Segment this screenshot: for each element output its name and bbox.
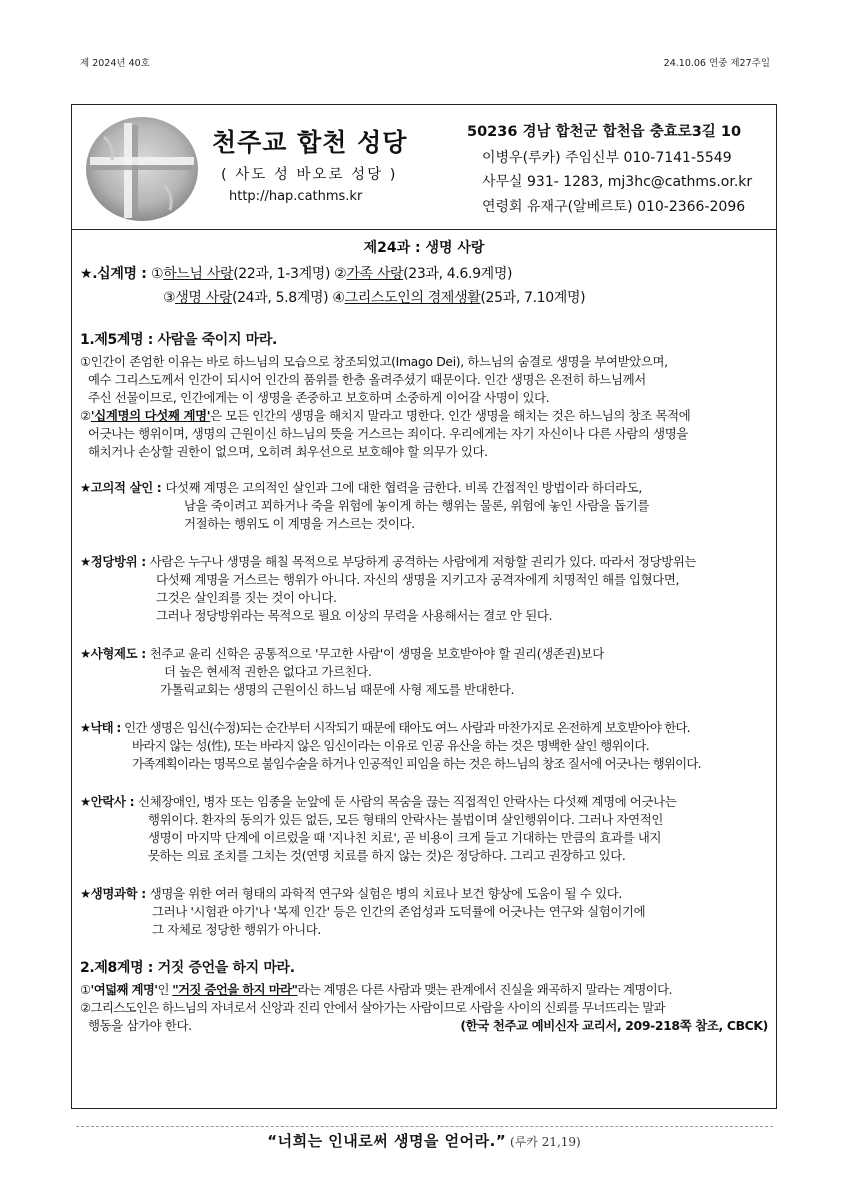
parish-url[interactable]: http://hap.cathms.kr [229, 189, 363, 204]
commandments-line-2: ③생명 사랑(24과, 5.8계명) ④그리스도인의 경제생활(25과, 7.10계명) [163, 290, 586, 306]
murder-line-1: ★고의적 살인 : 다섯째 계명은 고의적인 살인과 그에 대한 협력을 금한다. 비록 간접적인 방법이라 하더라도, [80, 480, 642, 495]
commandments-label: ★.십계명 : [80, 266, 151, 282]
death-penalty-label: ★사형제도 : [80, 646, 150, 661]
death-penalty-line-2: 더 높은 현세적 권한은 없다고 가르친다. [164, 664, 372, 679]
sec1-p2-line-2: 어긋나는 행위이며, 생명의 근원이신 하느님의 뜻을 거스르는 죄이다. 우리에게는 자기 자신이나 다른 사람의 생명을 [88, 426, 688, 441]
sec2-p2-line-2: 행동을 삼가야 한다. [88, 1018, 192, 1033]
abortion-line-2: 바라지 않는 성(性), 또는 바라지 않은 임신이라는 이유로 인공 유산을 하는 것은 명백한 살인 행위이다. [132, 738, 650, 753]
euthanasia-line-4: 못하는 의료 조치를 그치는 것(연명 치료를 하지 않는 것)은 정당하다. 그리고 권장하고 있다. [148, 848, 626, 863]
sec2-p1-line-1: ①'여덟째 계명'인 "거짓 증언을 하지 마라"라는 계명은 다른 사람과 맺는 관계에서 진실을 왜곡하지 말라는 계명이다. [80, 982, 672, 997]
life-science-line-3: 그 자체로 정당한 행위가 아니다. [152, 922, 321, 937]
abortion-label: ★낙태 : [80, 720, 125, 735]
link-love-of-god: 하느님 사랑 [163, 266, 234, 282]
header-divider [72, 229, 776, 230]
footer-quote: “너희는 인내로써 생명을 얻어라.” [267, 1132, 507, 1150]
life-science-line-2: 그러나 '시험관 아기'나 '복제 인간' 등은 인간의 존엄성과 도덕률에 어긋나는 연구와 실험이기에 [152, 904, 646, 919]
life-science-line-1: ★생명과학 : 생명을 위한 여러 형태의 과학적 연구와 실험은 병의 치료나 보건 향상에 도움이 될 수 있다. [80, 886, 622, 901]
defense-line-2: 다섯째 계명을 거스르는 행위가 아니다. 자신의 생명을 지키고자 공격자에게 치명적인 해를 입혔다면, [156, 572, 680, 587]
murder-line-2: 남을 죽이려고 꾀하거나 죽을 위험에 놓이게 하는 행위는 물론, 위험에 놓인 사람을 돕기를 [184, 498, 649, 513]
sec1-p2-line-1: ②'십계명의 다섯째 계명'은 모든 인간의 생명을 해치지 말라고 명한다. 인간 생명을 해치는 것은 하느님의 창조 목적에 [80, 408, 691, 423]
defense-line-3: 그것은 살인죄를 짓는 것이 아니다. [156, 590, 337, 605]
death-penalty-line-1: ★사형제도 : 천주교 윤리 신학은 공통적으로 '무고한 사람'이 생명을 보호받아야 할 권리(생존권)보다 [80, 646, 604, 661]
death-penalty-line-3: 가톨릭교회는 생명의 근원이신 하느님 때문에 사형 제도를 반대한다. [160, 682, 515, 697]
link-family-love: 가족 사랑 [346, 266, 404, 282]
euthanasia-label: ★안락사 : [80, 794, 139, 809]
sec1-p2-line-3: 해치거나 손상할 권한이 없으며, 오히려 최우선으로 보호해야 할 의무가 있다. [88, 444, 488, 459]
footer-divider [76, 1126, 773, 1127]
defense-line-4: 그러나 정당방위라는 목적으로 필요 이상의 무력을 사용해서는 결코 안 된다. [156, 608, 553, 623]
section-1-heading: 1.제5계명 : 사람을 죽이지 마라. [80, 332, 277, 348]
bulletin-header [72, 105, 776, 235]
source-citation: (한국 천주교 예비신자 교리서, 209-218쪽 참조, CBCK) [460, 1018, 768, 1033]
euthanasia-line-3: 생명이 마지막 단계에 이르렀을 때 '지나친 치료', 곧 비용이 크게 들고 기대하는 만큼의 효과를 내지 [148, 830, 662, 845]
bulletin-frame [71, 104, 777, 1109]
sec1-p1-line-1: ①인간이 존엄한 이유는 바로 하느님의 모습으로 창조되었고(Imago Dei), 하느님의 숨결로 생명을 부여받았으며, [80, 354, 668, 369]
parish-subtitle: ( 사도 성 바오로 성당 ) [221, 167, 398, 183]
life-science-label: ★생명과학 : [80, 886, 150, 901]
issue-number: 제 2024년 40호 [80, 58, 150, 69]
link-love-of-life: 생명 사랑 [175, 290, 232, 306]
issue-date: 24.10.06 연중 제27주일 [663, 58, 770, 69]
lesson-title: 제24과 : 생명 사랑 [363, 240, 485, 256]
defense-label: ★정당방위 : [80, 554, 150, 569]
sec2-p2-line-1: ②그리스도인은 하느님의 자녀로서 신앙과 진리 안에서 살아가는 사람이므로 사람을 사이의 신뢰를 무너뜨리는 말과 [80, 1000, 665, 1015]
abortion-line-3: 가족계획이라는 명목으로 불임수술을 하거나 인공적인 피임을 하는 것은 하느님의 창조 질서에 어긋나는 행위이다. [132, 756, 701, 771]
euthanasia-line-2: 행위이다. 환자의 동의가 있든 없든, 모든 형태의 안락사는 불법이며 살인행위이다. 그러나 자연적인 [148, 812, 664, 827]
sec1-p1-line-2: 예수 그리스도께서 인간이 되시어 인간의 품위를 한층 올려주셨기 때문이다. 인간 생명은 온전히 하느님께서 [88, 372, 646, 387]
parish-address: 50236 경남 합천군 합천읍 충효로3길 10 [467, 124, 742, 140]
defense-line-1: ★정당방위 : 사람은 누구나 생명을 해칠 목적으로 부당하게 공격하는 사람에게 저항할 권리가 있다. 따라서 정당방위는 [80, 554, 697, 569]
parish-logo-icon [84, 115, 200, 223]
commandments-line-1: ★.십계명 : ①하느님 사랑(22과, 1-3계명) ②가족 사랑(23과, 4.6.9계명) [80, 266, 513, 282]
parish-title: 천주교 합천 성당 [212, 128, 408, 157]
murder-line-3: 거절하는 행위도 이 계명을 거스르는 것이다. [184, 516, 415, 531]
footer-quote-block [0, 1130, 848, 1151]
sec1-p1-line-3: 주신 선물이므로, 인간에게는 이 생명을 존중하고 보호하며 소중하게 이어갈 사명이 있다. [88, 390, 550, 405]
link-economic-life: 그리스도인의 경제생활 [344, 290, 481, 306]
euthanasia-line-1: ★안락사 : 신체장애인, 병자 또는 임종을 눈앞에 둔 사람의 목숨을 끊는 직접적인 안락사는 다섯째 계명에 어긋나는 [80, 794, 677, 809]
contact-office: 사무실 931- 1283, mj3hc@cathms.or.kr [482, 174, 753, 190]
murder-label: ★고의적 살인 : [80, 480, 166, 495]
contact-funeral-society: 연령회 유재구(알베르토) 010-2366-2096 [482, 199, 746, 215]
abortion-line-1: ★낙태 : 인간 생명은 임신(수정)되는 순간부터 시작되기 때문에 태아도 여느 사람과 마찬가지로 온전하게 보호받아야 한다. [80, 720, 690, 735]
section-2-heading: 2.제8계명 : 거짓 증언을 하지 마라. [80, 960, 295, 976]
contact-pastor: 이병우(루카) 주임신부 010-7141-5549 [482, 150, 732, 166]
footer-reference: (루카 21,19) [506, 1135, 581, 1149]
issue-bar [80, 55, 770, 69]
